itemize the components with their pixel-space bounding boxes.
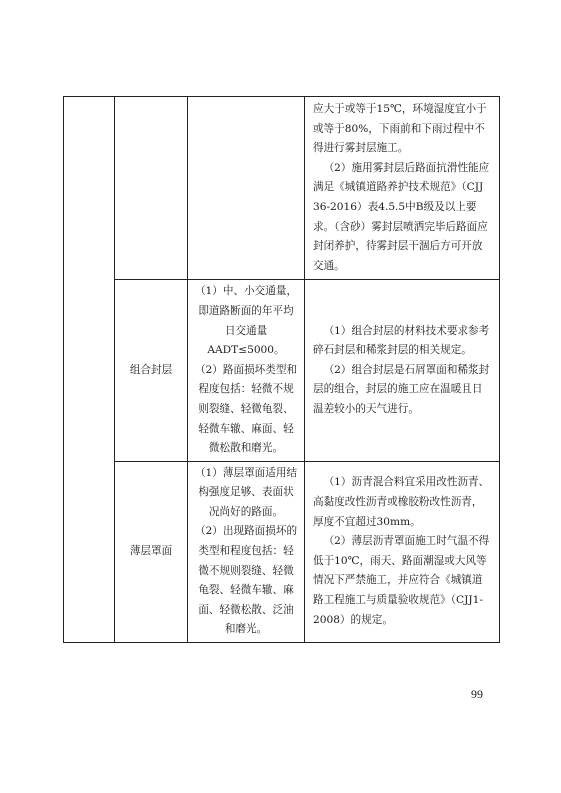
requirement-text: 应大于或等于15℃，环境湿度宜小于或等于80%，下雨前和下雨过程中不得进行雾封层施工。 [313,103,487,155]
requirement-text: （1）组合封层的材料技术要求参考碎石封层和稀浆封层的相关规定。 [313,324,490,357]
method-name-cell [115,97,188,280]
requirement-text: （2）施用雾封层后路面抗滑性能应满足《城镇道路养护技术规范》（CJJ 36-2016）表4.5.5中B级及以上要求。（含砂）雾封层喷洒完毕后路面应封闭养护，待雾封层干涸后方可开放交通。 [313,161,490,272]
table-row [64,280,500,461]
table-row [64,97,500,280]
table-row [64,461,500,642]
category-cell [64,97,115,643]
condition-text: （1）中、小交通量，即道路断面的年平均日交通量AADT≤5000。 [194,285,298,357]
requirements-cell [305,461,500,642]
requirements-cell [305,280,500,461]
condition-text: （2）出现路面损坏的类型和程度包括：轻微不规则裂缝、轻微龟裂、轻微车辙、麻面、轻微松散、泛油和磨光。 [194,525,298,636]
conditions-cell [188,97,305,280]
requirements-cell [305,97,500,280]
method-name: 组合封层 [129,363,173,376]
condition-text: （2）路面损坏类型和程度包括：轻微不规则裂缝、轻微龟裂、轻微车辙、麻面、轻微松散和磨光。 [194,363,298,455]
condition-text: （1）薄层罩面适用结构强度足够、表面状况尚好的路面。 [194,466,298,518]
method-name: 薄层罩面 [129,545,173,558]
maintenance-table [63,96,500,643]
method-name-cell [115,461,188,642]
requirement-text: （2）薄层沥青罩面施工时气温不得低于10℃，雨天、路面潮湿或大风等情况下严禁施工，并应符合《城镇道路工程施工与质量验收规范》（CJJ1-2008）的规定。 [313,535,490,626]
conditions-cell [188,461,305,642]
conditions-cell [188,280,305,461]
method-name-cell [115,280,188,461]
requirement-text: （1）沥青混合料宜采用改性沥青、高黏度改性沥青或橡胶粉改性沥青，厚度不宜超过30mm。 [313,476,490,528]
page-number: 99 [471,687,483,701]
requirement-text: （2）组合封层是石屑罩面和稀浆封层的组合，封层的施工应在温暖且日温差较小的天气进行。 [313,363,490,415]
